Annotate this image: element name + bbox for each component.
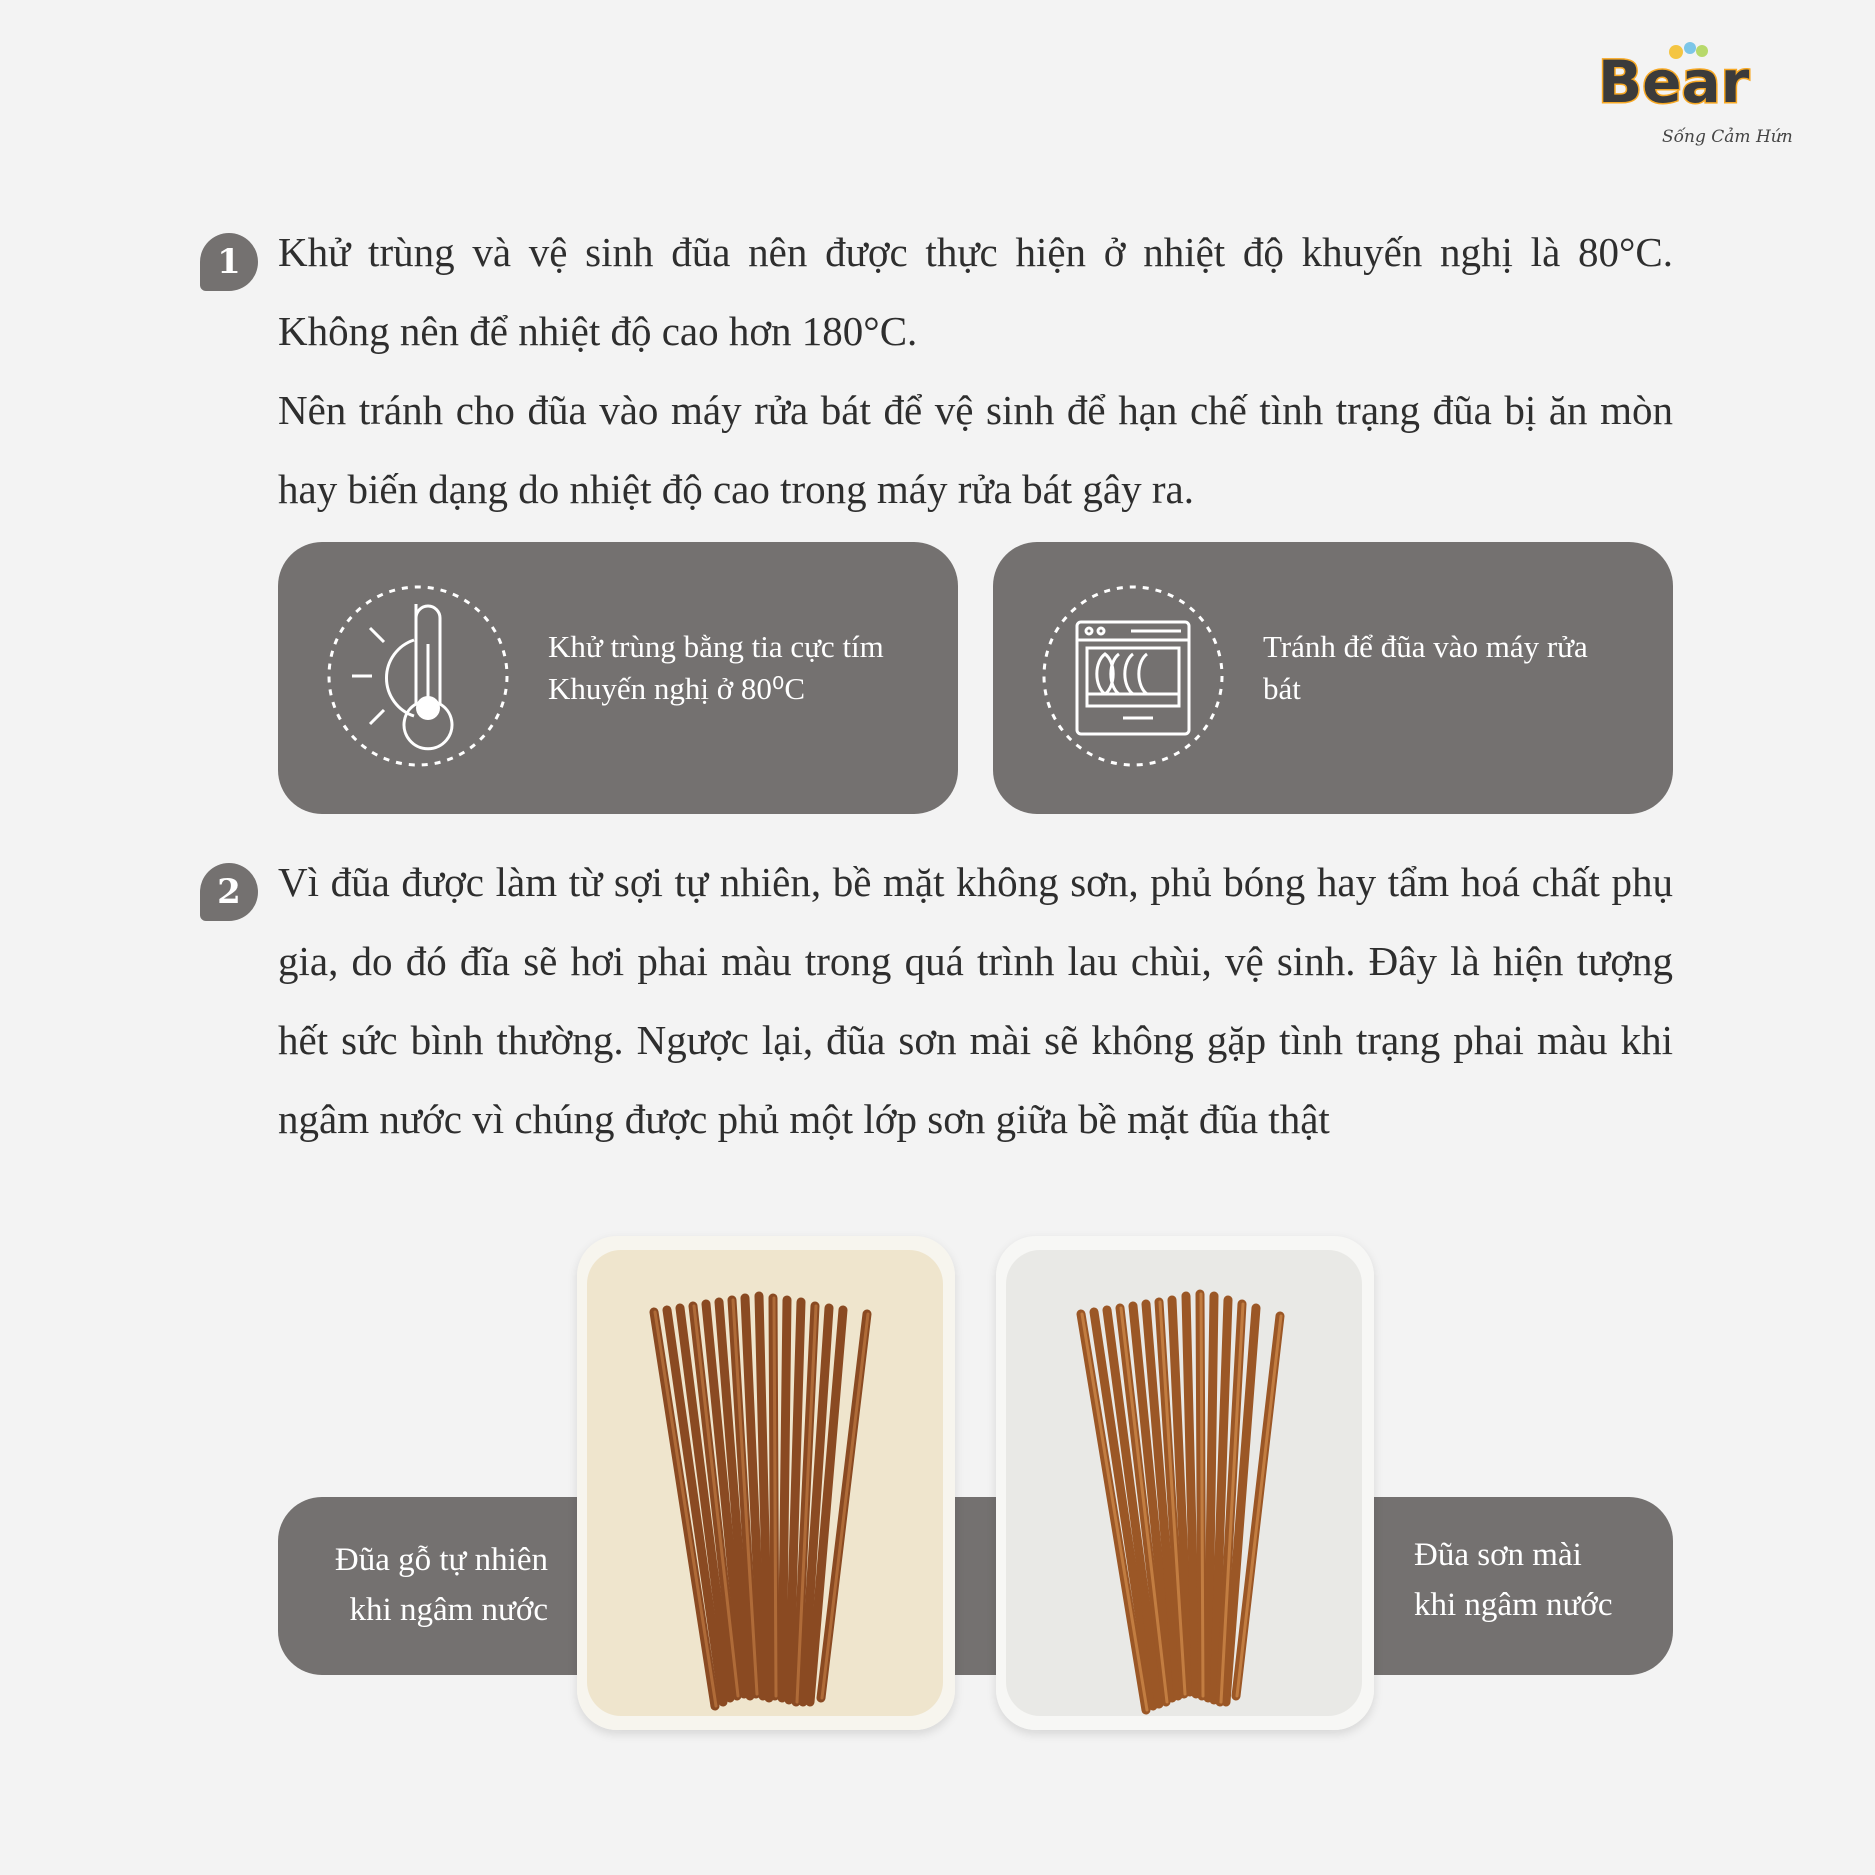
lacquered-chopsticks-illustration [996,1236,1374,1730]
dishwasher-line-2: bát [1263,671,1301,706]
step-number-badge: 2 [200,863,258,921]
section-2-text: Vì đũa được làm từ sợi tự nhiên, bề mặt không sơn, phủ bóng hay tẩm hoá chất phụ gia, do đó đĩa sẽ hơi phai màu trong quá trình lau chùi, vệ sinh. Đây là hiện tượng hết sức bình thường. Ngược lại, đũa sơn mài sẽ không gặp tình trạng phai màu khi ngâm nước vì chúng được phủ một lớp sơn giữa bề mặt đũa thật [278,859,1673,1142]
natural-wood-caption-line-1: Đũa gỗ tự nhiên [334,1542,548,1578]
dishwasher-line-1: Tránh để đũa vào máy rửa [1263,629,1588,664]
svg-text:Sống Cảm Hứng: Sống Cảm Hứng [1662,127,1792,147]
natural-chopsticks-illustration [577,1236,955,1730]
dishwasher-label [1263,626,1653,710]
uv-sterilize-line-1: Khử trùng bằng tia cực tím [548,629,884,664]
thermometer-sun-icon [326,584,510,768]
natural-wood-caption-line-2: khi ngâm nước [349,1592,548,1628]
dishwasher-icon [1041,584,1225,768]
uv-sterilize-label [548,626,938,710]
natural-chopsticks-photo [577,1236,955,1730]
natural-wood-caption [312,1535,548,1635]
section-1-text [278,213,1673,529]
uv-sterilize-line-2: Khuyến nghị ở 80⁰C [548,671,806,706]
dishwasher-card [993,542,1673,814]
brand-logo [1592,38,1792,153]
lacquer-caption-line-1: Đũa sơn mài [1414,1537,1582,1573]
lacquer-caption [1414,1530,1654,1630]
lacquered-chopsticks-photo [996,1236,1374,1730]
svg-text:Bear: Bear [1598,48,1750,116]
section-1-paragraph-1: Khử trùng và vệ sinh đũa nên được thực hiện ở nhiệt độ khuyến nghị là 80°C. Không nên để nhiệt độ cao hơn 180°C. [278,229,1673,354]
lacquer-caption-line-2: khi ngâm nước [1414,1587,1613,1623]
uv-sterilize-card [278,542,958,814]
section-1-paragraph-2: Nên tránh cho đũa vào máy rửa bát để vệ sinh để hạn chế tình trạng đũa bị ăn mòn hay biến dạng do nhiệt độ cao trong máy rửa bát gây ra. [278,387,1673,512]
step-number-badge: 1 [200,233,258,291]
